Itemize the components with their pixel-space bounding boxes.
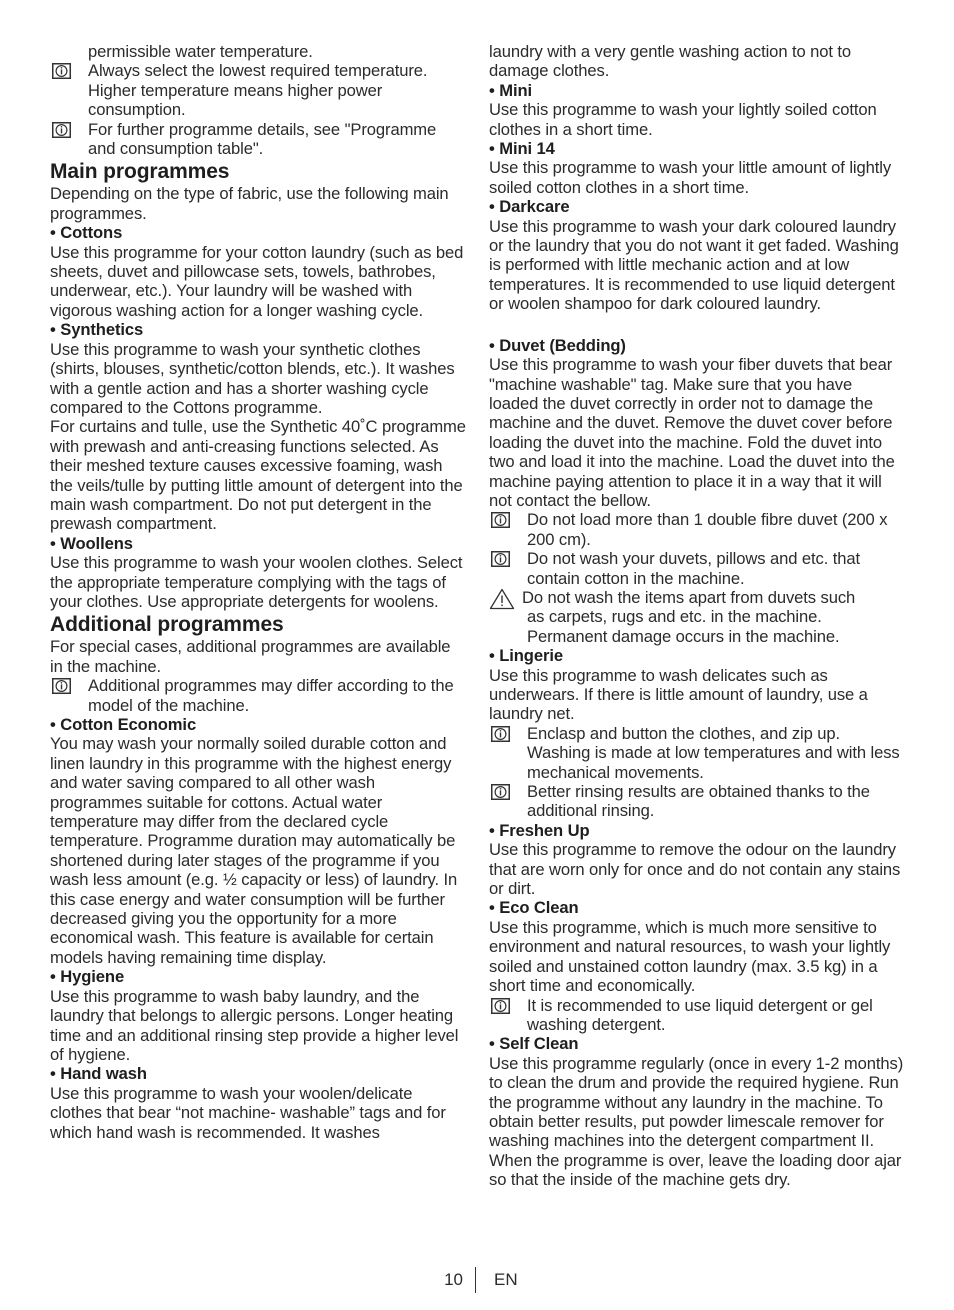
section-heading-additional: Additional programmes [50, 613, 284, 637]
programme-text-synthetics-curtains: For curtains and tulle, use the Synthetic 40˚C programme with prewash and anti-creasing functions selected. As their meshed texture causes excessive foaming, wash the veils/tulle by putting little amount of detergent into the main wash compartment. Do not put detergent in the prewash compartment. [50, 417, 466, 534]
programme-title-darkcare: • Darkcare [489, 197, 570, 217]
info-note [489, 549, 905, 588]
info-icon [491, 512, 510, 528]
note-text: Do not load more than 1 double fibre duvet (200 x 200 cm). [527, 510, 888, 549]
info-icon [491, 726, 510, 742]
info-icon [491, 551, 510, 567]
info-icon [52, 63, 71, 79]
programme-text-freshen-up: Use this programme to remove the odour on the laundry that are worn only for once and do not contain any stains or dirt. [489, 840, 901, 899]
note-text: Enclasp and button the clothes, and zip up. Washing is made at low temperatures and with less mechanical movements. [527, 723, 900, 782]
left-column [50, 42, 466, 1142]
info-note [489, 724, 905, 782]
note-text: Always select the lowest required temperature. Higher temperature means higher power consumption. [88, 61, 428, 120]
note-text: Additional programmes may differ according to the model of the machine. [88, 676, 454, 715]
programme-text-woollens: Use this programme to wash your woolen clothes. Select the appropriate temperature complying with the tags of your clothes. Use appropriate detergents for woolens. [50, 553, 463, 611]
programme-text-self-clean: Use this programme regularly (once in every 1-2 months) to clean the drum and provide the required hygiene. Run the programme without any laundry in the machine. To obtain better results, put powder limescale remover for washing machines into the detergent compartment II. When the programme is over, leave the loading door ajar so that the inside of the machine gets dry. [489, 1053, 904, 1190]
programme-title-mini: • Mini [489, 80, 532, 100]
footer-divider [475, 1267, 476, 1293]
programme-text-cottons: Use this programme for your cotton laundry (such as bed sheets, duvet and pillowcase sets, towels, bathrobes, underwear, etc.). Your laundry will be washed with vigorous washing action for a longer washing cycle. [50, 242, 464, 320]
warning-note [489, 588, 905, 646]
programme-title-lingerie: • Lingerie [489, 646, 563, 666]
programme-title-freshen-up: • Freshen Up [489, 820, 590, 840]
note-text: Better rinsing results are obtained thanks to the additional rinsing. [527, 782, 870, 821]
info-note [489, 996, 905, 1035]
spacer [489, 314, 905, 336]
info-icon [491, 784, 510, 800]
info-note [50, 120, 466, 159]
info-note [489, 510, 905, 549]
programme-text-hygiene: Use this programme to wash baby laundry, and the laundry that belongs to allergic persons. Longer heating time and an additional rinsing step provide a higher level of hygiene. [50, 986, 459, 1064]
programme-title-synthetics: • Synthetics [50, 320, 144, 340]
note-text: It is recommended to use liquid detergent or gel washing detergent. [527, 995, 873, 1034]
programme-title-self-clean: • Self Clean [489, 1034, 579, 1054]
note-text: Do not wash your duvets, pillows and etc. that contain cotton in the machine. [527, 549, 860, 588]
programme-text-mini-14: Use this programme to wash your little amount of lightly soiled cotton clothes in a short time. [489, 158, 892, 197]
continued-text: laundry with a very gentle washing action to not to damage clothes. [489, 42, 852, 81]
programme-title-cotton-economic: • Cotton Economic [50, 715, 197, 734]
programme-title-eco-clean: • Eco Clean [489, 898, 579, 918]
warning-text-first-line: Do not wash the items apart from duvets such [522, 587, 856, 607]
language-code: EN [494, 1270, 518, 1289]
programme-text-eco-clean: Use this programme, which is much more sensitive to environment and natural resources, to wash your lightly soiled and unstained cotton laundry (max. 3.5 kg) in a short time and economically. [489, 917, 891, 996]
info-note [50, 61, 466, 119]
right-column [489, 42, 905, 1190]
programme-title-hygiene: • Hygiene [50, 967, 125, 987]
programme-text-duvet: Use this programme to wash your fiber duvets that bear "machine washable" tag. Make sure that you have loaded the duvet correctly in order not to damage the machine and the duvet. Remove the duvet cover before loading the duvet into the machine. Fold the duvet into two and load it into the machine. Load the duvet into the machine paying attention to place it in a way that it will not contact the bellow. [489, 355, 895, 510]
programme-title-woollens: • Woollens [50, 533, 133, 553]
page-number: 10 [444, 1270, 463, 1289]
info-icon [491, 998, 510, 1014]
programme-title-cottons: • Cottons [50, 223, 123, 243]
programme-title-mini-14: • Mini 14 [489, 139, 555, 159]
programme-text-lingerie: Use this programme to wash delicates such as underwears. If there is little amount of laundry, use a laundry net. [489, 665, 868, 724]
programme-text-darkcare: Use this programme to wash your dark coloured laundry or the laundry that you do not want it get faded. Washing is performed with little mechanic action and at low temperatures. It is recommended to use liquid detergent or woolen shampoo for dark coloured laundry. [489, 216, 899, 314]
programme-title-duvet: • Duvet (Bedding) [489, 335, 626, 355]
section-intro: Depending on the type of fabric, use the following main programmes. [50, 184, 449, 223]
info-note [489, 782, 905, 821]
info-icon [52, 122, 71, 138]
note-text: For further programme details, see "Programme and consumption table". [88, 119, 437, 159]
continued-text: permissible water temperature. [88, 42, 313, 61]
programme-text-synthetics: Use this programme to wash your synthetic clothes (shirts, blouses, synthetic/cotton blends, etc.). It washes with a gentle action and has a shorter washing cycle compared to the Cottons programme. [50, 339, 455, 417]
warning-text: as carpets, rugs and etc. in the machine. Permanent damage occurs in the machine. [527, 607, 840, 646]
programme-title-hand-wash: • Hand wash [50, 1064, 147, 1084]
section-intro: For special cases, additional programmes are available in the machine. [50, 637, 451, 676]
section-heading-main: Main programmes [50, 160, 230, 184]
programme-text-hand-wash: Use this programme to wash your woolen/delicate clothes that bear “not machine- washable” tags and for which hand wash is recommended. It washes [50, 1083, 446, 1142]
warning-icon [489, 588, 515, 610]
programme-text-mini: Use this programme to wash your lightly soiled cotton clothes in a short time. [489, 100, 877, 139]
programme-text-cotton-economic: You may wash your normally soiled durable cotton and linen laundry in this programme with the highest energy and water saving compared to all other wash programmes suitable for cottons. Actual water temperature may differ from the declared cycle temperature. Programme duration may automatically be shortened during later stages of the programme if you wash less amount (e.g. ½ capacity or less) of laundry. In this case energy and water consumption will be further decreased giving you the opportunity for a more economical wash. This feature is available for certain models having remaining time display. [50, 734, 458, 967]
info-note [50, 676, 466, 715]
info-icon [52, 678, 71, 694]
